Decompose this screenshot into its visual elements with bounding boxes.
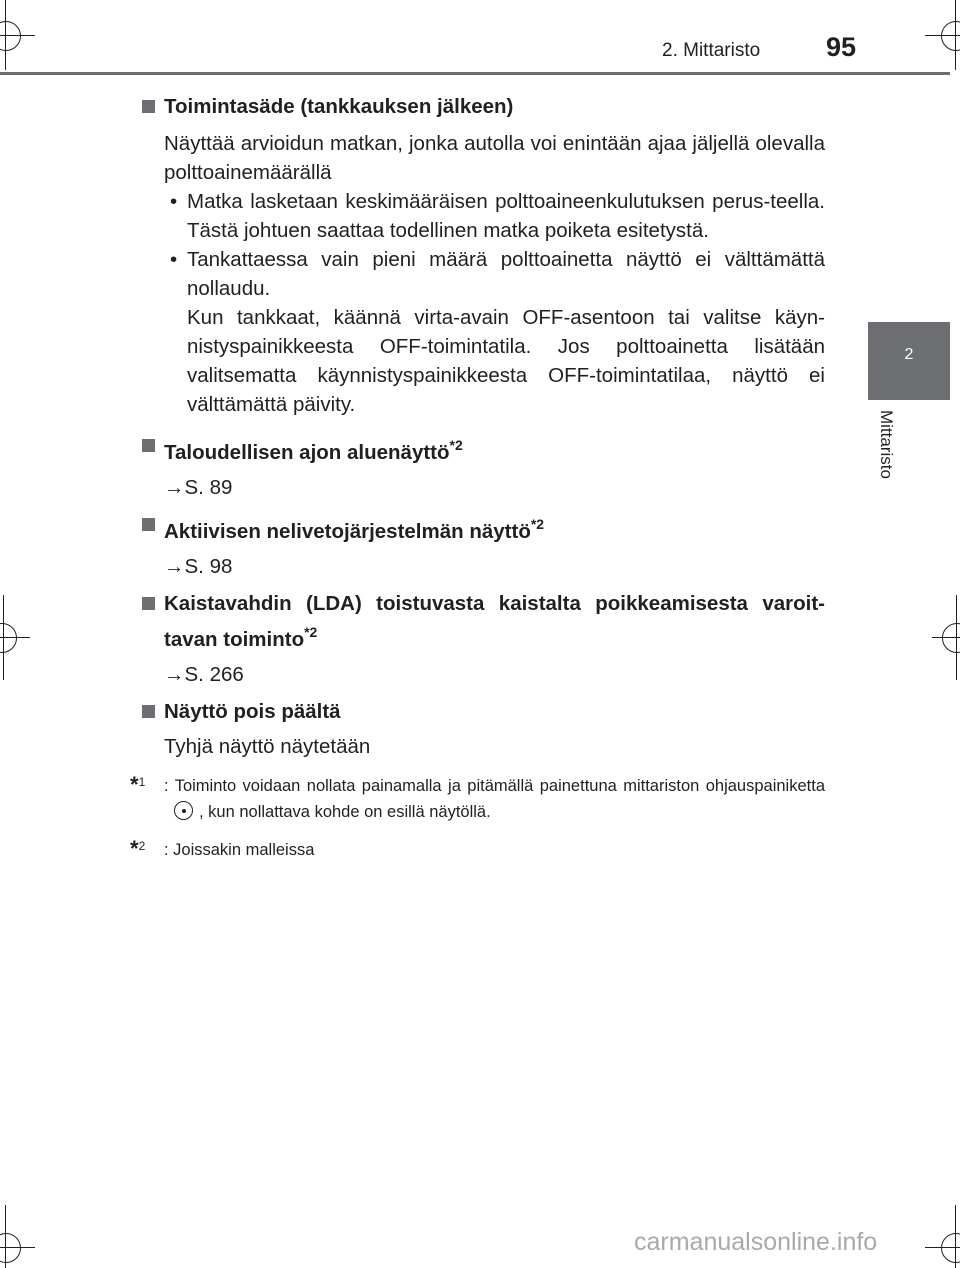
square-bullet-icon bbox=[142, 518, 155, 531]
section-heading-eco: Taloudellisen ajon aluenäyttö$^{*2}$ bbox=[130, 431, 825, 467]
page-reference[interactable]: →S. 89 bbox=[164, 476, 233, 499]
meter-control-switch-icon bbox=[174, 801, 193, 820]
chapter-tab-number: 2 bbox=[904, 346, 914, 363]
watermark: carmanualsonline.info bbox=[634, 1228, 878, 1256]
bullet-item: • Tankattaessa vain pieni määrä polttoainetta näyttö ei välttämättä nollaudu. Kun tankkaat, käännä virta-avain OFF-asentoon tai valitse käyn-nistyspainikkeesta OFF-toimintatila. Jos polttoainetta lisätään valitsematta käynnistyspainikkeesta OFF-toimintatilaa, näyttö ei välttämättä päivity. bbox=[170, 248, 825, 416]
section-heading-awd: Aktiivisen nelivetojärjestelmän näyttö$^{*2}$ bbox=[130, 510, 825, 546]
section-heading-display-off: Näyttö pois päältä bbox=[130, 697, 825, 726]
bullet-item: • Matka lasketaan keskimääräisen polttoaineenkulutuksen perus-teella. Tästä johtuen saattaa todellinen matka poiketa esitetystä. bbox=[170, 190, 825, 242]
square-bullet-icon bbox=[142, 597, 155, 610]
square-bullet-icon bbox=[142, 100, 155, 113]
footnote-2: *$^2$ : Joissakin malleissa bbox=[130, 836, 315, 861]
section-title: 2. Mittaristo bbox=[662, 40, 761, 61]
page-number: 95 bbox=[826, 32, 857, 62]
square-bullet-icon bbox=[142, 439, 155, 452]
page-reference[interactable]: →S. 98 bbox=[164, 555, 233, 578]
section-text-display-off: Tyhjä näyttö näytetään bbox=[164, 735, 371, 758]
page-reference[interactable]: →S. 266 bbox=[164, 663, 244, 686]
section-heading-range: Toimintasäde (tankkauksen jälkeen) bbox=[130, 92, 825, 121]
chapter-tab-label: Mittaristo bbox=[877, 410, 896, 479]
page-content bbox=[130, 84, 825, 863]
footnote-1: *$^1$ : Toiminto voidaan nollata painamalla ja pitämällä painettuna mittariston ohjauspainiketta, kun nollattava kohde on esillä näytöllä. bbox=[130, 772, 825, 821]
section-text-range: Näyttää arvioidun matkan, jonka autolla voi enintään ajaa jäljellä olevalla polttoainemäärällä bbox=[164, 132, 825, 184]
section-heading-lda: Kaistavahdin (LDA) toistuvasta kaistalta poikkeamisesta varoit-tavan toiminto$^{*2}$ bbox=[130, 589, 825, 654]
square-bullet-icon bbox=[142, 705, 155, 718]
header-rule bbox=[0, 72, 950, 75]
